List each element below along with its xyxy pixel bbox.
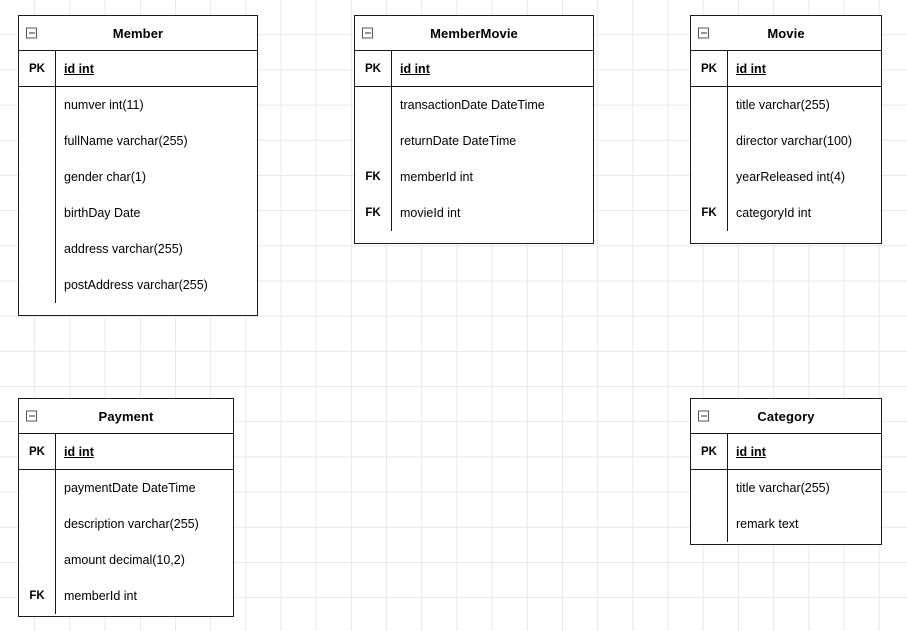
key-label [691, 470, 727, 506]
key-label [19, 506, 55, 542]
attribute-row[interactable] [19, 195, 257, 231]
attribute-name [727, 470, 881, 506]
key-label [19, 123, 55, 159]
attribute-row[interactable] [691, 87, 881, 123]
entity-movie[interactable] [690, 15, 882, 244]
collapse-icon[interactable] [26, 28, 37, 39]
attribute-name [727, 506, 881, 542]
key-label [691, 123, 727, 159]
attribute-name [391, 51, 593, 86]
attribute-name [727, 434, 881, 469]
key-label [355, 87, 391, 123]
entity-header [355, 16, 593, 51]
attribute-row[interactable] [691, 195, 881, 231]
attribute-name [55, 470, 233, 506]
attribute-name [727, 159, 881, 195]
attribute-text: director varchar(100) [736, 134, 853, 148]
attribute-text: title varchar(255) [736, 481, 830, 495]
attribute-text: description varchar(255) [64, 517, 199, 531]
attribute-row[interactable] [355, 123, 593, 159]
attribute-name [55, 195, 257, 231]
attribute-row[interactable] [355, 195, 593, 231]
attribute-text: id int [736, 61, 766, 76]
attribute-row[interactable] [355, 159, 593, 195]
attribute-text: movieId int [400, 206, 461, 220]
key-label [19, 159, 55, 195]
key-label [355, 123, 391, 159]
attribute-row[interactable] [691, 51, 881, 87]
entity-body [19, 434, 233, 614]
attribute-name [55, 231, 257, 267]
attribute-name [391, 87, 593, 123]
attribute-name [727, 87, 881, 123]
entity-member[interactable] [18, 15, 258, 316]
attribute-row[interactable] [691, 470, 881, 506]
key-label [19, 231, 55, 267]
entity-membermovie[interactable] [354, 15, 594, 244]
key-label [19, 195, 55, 231]
entity-title: Payment [98, 408, 154, 424]
attribute-name [55, 123, 257, 159]
key-label: PK [29, 445, 45, 458]
entity-header [691, 16, 881, 51]
key-label: PK [701, 62, 717, 75]
attribute-name [55, 434, 233, 469]
entity-body [19, 51, 257, 303]
attribute-row[interactable] [19, 231, 257, 267]
attribute-name [391, 123, 593, 159]
attribute-text: transactionDate DateTime [400, 98, 545, 112]
key-label [19, 470, 55, 506]
attribute-name [55, 87, 257, 123]
attribute-text: id int [736, 444, 766, 459]
attribute-text: id int [400, 61, 430, 76]
attribute-name [55, 542, 233, 578]
key-label [691, 159, 727, 195]
key-label: PK [365, 62, 381, 75]
attribute-row[interactable] [19, 87, 257, 123]
entity-title: Category [757, 408, 815, 424]
attribute-text: amount decimal(10,2) [64, 553, 185, 567]
entity-title: Movie [767, 25, 805, 41]
attribute-name [727, 123, 881, 159]
key-label [691, 87, 727, 123]
attribute-text: id int [64, 61, 94, 76]
key-label [19, 267, 55, 303]
attribute-text: returnDate DateTime [400, 134, 517, 148]
attribute-row[interactable] [19, 51, 257, 87]
attribute-text: postAddress varchar(255) [64, 278, 208, 292]
entity-body [355, 51, 593, 231]
key-label: FK [365, 207, 381, 219]
attribute-row[interactable] [19, 123, 257, 159]
attribute-row[interactable] [355, 51, 593, 87]
attribute-text: memberId int [400, 170, 473, 184]
attribute-text: paymentDate DateTime [64, 481, 196, 495]
entity-header [19, 16, 257, 51]
entity-title: MemberMovie [430, 25, 518, 41]
key-label: PK [701, 445, 717, 458]
attribute-name [727, 195, 881, 231]
attribute-row[interactable] [19, 159, 257, 195]
key-label: PK [29, 62, 45, 75]
key-label: FK [29, 590, 45, 602]
entity-header [19, 399, 233, 434]
attribute-row[interactable] [691, 159, 881, 195]
key-label [19, 87, 55, 123]
attribute-row[interactable] [355, 87, 593, 123]
entity-body [691, 434, 881, 542]
entity-body [691, 51, 881, 231]
collapse-icon[interactable] [698, 28, 709, 39]
attribute-name [391, 195, 593, 231]
attribute-text: memberId int [64, 589, 137, 603]
key-label: FK [701, 207, 717, 219]
entity-payment[interactable] [18, 398, 234, 617]
attribute-row[interactable] [19, 506, 233, 542]
attribute-name [391, 159, 593, 195]
key-label: FK [365, 171, 381, 183]
attribute-row[interactable] [691, 506, 881, 542]
attribute-text: yearReleased int(4) [736, 170, 846, 184]
entity-title: Member [112, 25, 164, 41]
attribute-text: id int [64, 444, 94, 459]
attribute-text: birthDay Date [64, 206, 141, 220]
attribute-name [55, 506, 233, 542]
key-label [691, 506, 727, 542]
key-label [19, 542, 55, 578]
attribute-row[interactable] [19, 578, 233, 614]
attribute-text: numver int(11) [64, 98, 144, 112]
attribute-row[interactable] [691, 434, 881, 470]
collapse-icon[interactable] [26, 411, 37, 422]
attribute-row[interactable] [691, 123, 881, 159]
attribute-name [55, 159, 257, 195]
attribute-name [55, 51, 257, 86]
collapse-icon[interactable] [362, 28, 373, 39]
attribute-text: title varchar(255) [736, 98, 830, 112]
entity-header [691, 399, 881, 434]
attribute-text: address varchar(255) [64, 242, 183, 256]
attribute-name [727, 51, 881, 86]
attribute-text: remark text [736, 517, 799, 531]
attribute-name [55, 267, 257, 303]
collapse-icon[interactable] [698, 411, 709, 422]
attribute-row[interactable] [19, 470, 233, 506]
attribute-name [55, 578, 233, 614]
attribute-row[interactable] [19, 267, 257, 303]
attribute-text: fullName varchar(255) [64, 134, 188, 148]
attribute-text: gender char(1) [64, 170, 146, 184]
attribute-row[interactable] [19, 434, 233, 470]
attribute-row[interactable] [19, 542, 233, 578]
entity-category[interactable] [690, 398, 882, 545]
attribute-text: categoryId int [736, 206, 812, 220]
